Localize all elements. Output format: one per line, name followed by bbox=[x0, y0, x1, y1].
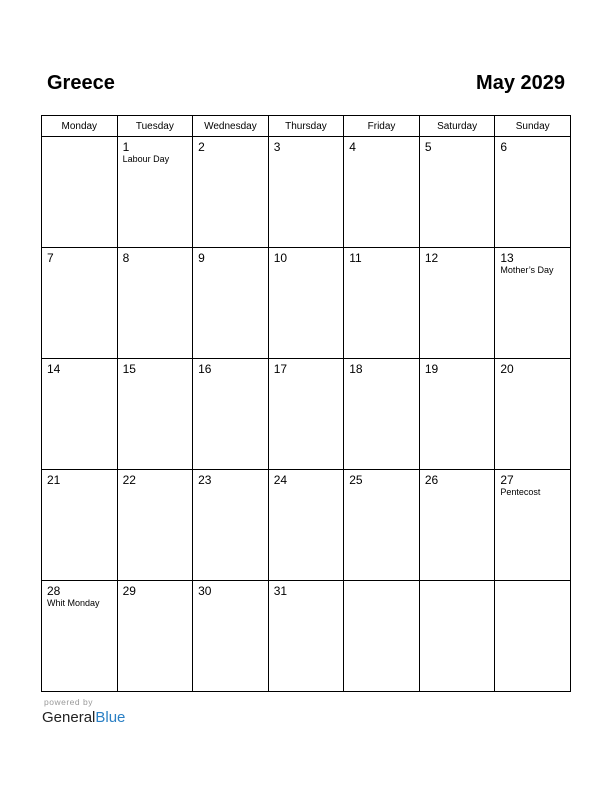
day-cell-content bbox=[42, 359, 117, 376]
holiday-label: Pentecost bbox=[500, 487, 541, 497]
weekday-header: Sunday bbox=[495, 116, 571, 137]
day-number: 16 bbox=[198, 362, 212, 376]
day-cell-content bbox=[420, 137, 495, 154]
day-number: 22 bbox=[122, 473, 136, 487]
day-cell-content bbox=[420, 248, 495, 265]
day-number: 2 bbox=[198, 140, 205, 154]
day-cell bbox=[268, 359, 344, 470]
day-cell-content bbox=[118, 137, 193, 165]
week-row bbox=[42, 581, 571, 692]
day-cell bbox=[117, 248, 193, 359]
day-number: 6 bbox=[500, 140, 508, 154]
day-cell bbox=[344, 137, 420, 248]
day-cell bbox=[193, 359, 269, 470]
day-number: 25 bbox=[349, 473, 363, 487]
day-number: 1 bbox=[122, 140, 130, 154]
day-cell-content bbox=[193, 470, 268, 487]
day-number: 27 bbox=[500, 473, 514, 487]
week-row bbox=[42, 137, 571, 248]
day-cell bbox=[42, 581, 118, 692]
day-cell bbox=[268, 248, 344, 359]
day-cell-content bbox=[420, 470, 495, 487]
day-cell bbox=[344, 470, 420, 581]
day-number: 5 bbox=[424, 140, 432, 154]
day-cell-content bbox=[420, 359, 495, 376]
day-number: 19 bbox=[424, 362, 439, 376]
day-cell bbox=[193, 581, 269, 692]
day-cell bbox=[42, 137, 118, 248]
day-cell-content bbox=[193, 359, 268, 376]
day-number: 23 bbox=[198, 473, 212, 487]
day-number: 28 bbox=[47, 584, 61, 598]
day-cell-content bbox=[495, 248, 570, 276]
weekday-header-row bbox=[42, 116, 571, 137]
brand-logo bbox=[42, 709, 125, 726]
day-cell-content bbox=[42, 248, 117, 265]
day-cell bbox=[193, 470, 269, 581]
day-cell bbox=[344, 359, 420, 470]
day-cell-content bbox=[269, 248, 344, 265]
calendar-body bbox=[42, 137, 571, 692]
day-cell-content bbox=[344, 470, 419, 487]
day-cell bbox=[42, 248, 118, 359]
day-cell bbox=[344, 581, 420, 692]
weekday-header: Monday bbox=[42, 116, 118, 137]
country-title: Greece bbox=[47, 72, 115, 94]
day-cell-content bbox=[495, 581, 570, 584]
day-cell-content bbox=[269, 470, 344, 487]
day-cell bbox=[268, 470, 344, 581]
day-cell bbox=[495, 359, 571, 470]
day-number: 4 bbox=[349, 140, 356, 154]
holiday-label: Whit Monday bbox=[47, 598, 100, 608]
day-cell bbox=[117, 359, 193, 470]
brand-general-text: General bbox=[42, 709, 96, 726]
day-cell bbox=[268, 137, 344, 248]
week-row bbox=[42, 359, 571, 470]
day-cell-content bbox=[344, 137, 419, 154]
weekday-header: Thursday bbox=[268, 116, 344, 137]
day-cell bbox=[419, 470, 495, 581]
powered-by-label: powered by bbox=[44, 697, 93, 707]
day-number: 30 bbox=[198, 584, 212, 598]
day-number: 13 bbox=[500, 251, 514, 265]
day-number: 21 bbox=[47, 473, 61, 487]
day-cell bbox=[419, 581, 495, 692]
day-cell-content bbox=[269, 359, 344, 376]
day-number: 11 bbox=[349, 251, 362, 265]
week-row bbox=[42, 248, 571, 359]
day-cell bbox=[42, 470, 118, 581]
day-cell-content bbox=[495, 470, 570, 498]
day-number: 10 bbox=[273, 251, 288, 265]
day-number: 15 bbox=[122, 362, 136, 376]
day-cell bbox=[495, 470, 571, 581]
day-number: 29 bbox=[122, 584, 136, 598]
day-cell-content bbox=[118, 248, 193, 265]
day-cell bbox=[495, 137, 571, 248]
day-number: 18 bbox=[349, 362, 363, 376]
day-cell-content bbox=[344, 581, 419, 584]
day-number: 14 bbox=[47, 362, 61, 376]
day-number: 20 bbox=[500, 362, 514, 376]
day-number: 24 bbox=[273, 473, 288, 487]
day-cell-content bbox=[269, 581, 344, 598]
weekday-header: Wednesday bbox=[193, 116, 269, 137]
day-number: 26 bbox=[424, 473, 439, 487]
day-cell-content bbox=[193, 248, 268, 265]
day-cell-content bbox=[118, 581, 193, 598]
day-cell bbox=[495, 581, 571, 692]
day-cell-content bbox=[495, 359, 570, 376]
weekday-header: Friday bbox=[344, 116, 420, 137]
day-number: 8 bbox=[122, 251, 130, 265]
day-cell bbox=[344, 248, 420, 359]
day-cell-content bbox=[193, 137, 268, 154]
holiday-label: Mother’s Day bbox=[500, 265, 554, 275]
day-number: 3 bbox=[273, 140, 281, 154]
day-cell bbox=[193, 248, 269, 359]
day-cell-content bbox=[344, 359, 419, 376]
day-cell-content bbox=[269, 137, 344, 154]
day-cell-content bbox=[495, 137, 570, 154]
day-cell bbox=[495, 248, 571, 359]
day-number: 9 bbox=[198, 251, 205, 265]
day-cell bbox=[117, 470, 193, 581]
day-cell-content bbox=[420, 581, 495, 584]
day-cell-content bbox=[193, 581, 268, 598]
week-row bbox=[42, 470, 571, 581]
day-cell bbox=[117, 581, 193, 692]
day-cell bbox=[268, 581, 344, 692]
weekday-header: Tuesday bbox=[117, 116, 193, 137]
calendar-grid bbox=[41, 115, 571, 692]
day-cell-content bbox=[344, 248, 419, 265]
day-cell bbox=[419, 137, 495, 248]
day-number: 31 bbox=[273, 584, 288, 598]
brand-blue-text: Blue bbox=[95, 709, 126, 726]
holiday-label: Labour Day bbox=[122, 154, 170, 164]
day-cell-content bbox=[42, 581, 117, 609]
day-number: 12 bbox=[424, 251, 439, 265]
day-cell bbox=[193, 137, 269, 248]
day-cell-content bbox=[42, 137, 117, 140]
day-cell-content bbox=[42, 470, 117, 487]
day-cell-content bbox=[118, 359, 193, 376]
day-cell bbox=[117, 137, 193, 248]
month-title: May 2029 bbox=[476, 72, 565, 94]
day-cell bbox=[419, 359, 495, 470]
day-cell bbox=[419, 248, 495, 359]
day-cell bbox=[42, 359, 118, 470]
day-number: 7 bbox=[47, 251, 54, 265]
day-cell-content bbox=[118, 470, 193, 487]
weekday-header: Saturday bbox=[419, 116, 495, 137]
day-number: 17 bbox=[273, 362, 288, 376]
